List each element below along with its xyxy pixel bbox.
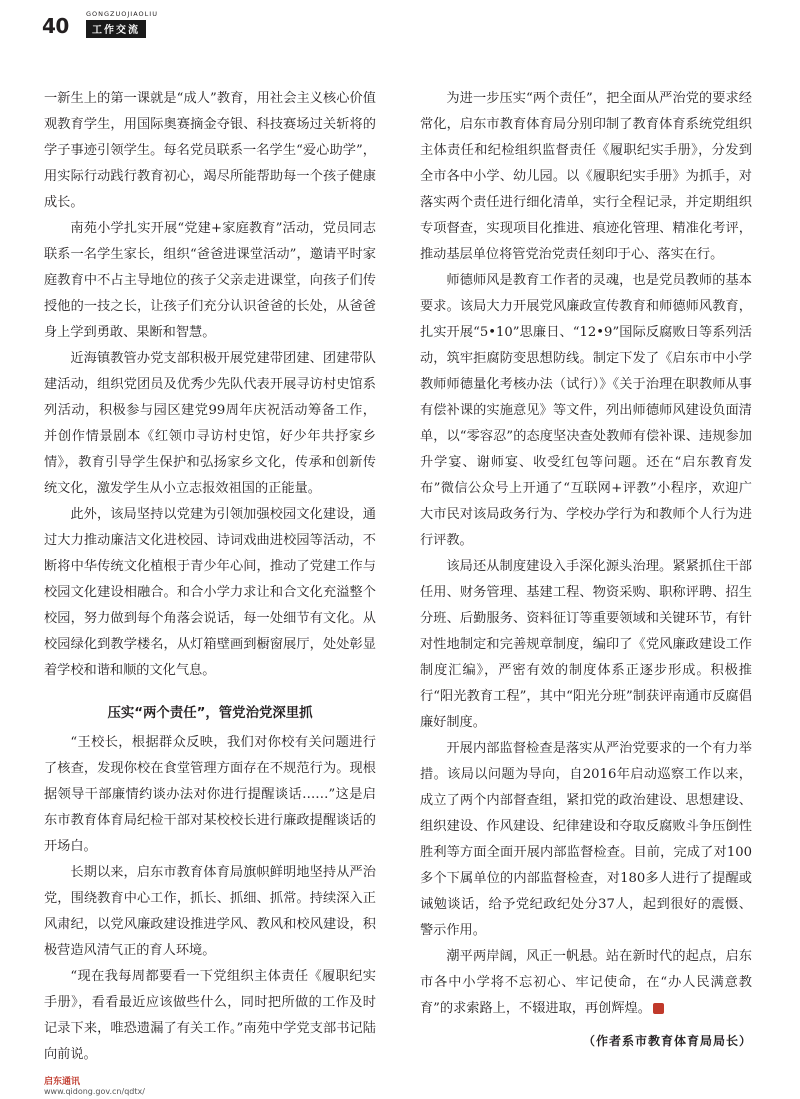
paragraph: 此外，该局坚持以党建为引领加强校园文化建设，通过大力推动廉洁文化进校园、诗词戏曲进校园等活动，不断将中华传统文化植根于青少年心间，推动了党建工作与校园文化建设相融合。和合小学力求让和合文化充溢整个校园，努力做到每个角落会说话，每一处细节有文化。从校园绿化到教学楼名，从灯箱壁画到橱窗展厅，处处彰显着学校和谐和顺的文化气息。: [44, 507, 376, 678]
paragraph: 该局还从制度建设入手深化源头治理。紧紧抓住干部任用、财务管理、基建工程、物资采购、职称评聘、招生分班、后勤服务、资料征订等重要领域和关键环节，有针对性地制定和完善规章制度，编印了《党风廉政建设工作制度汇编》，严密有效的制度体系正逐步形成。积极推行“阳光教育工程”，其中“阳光分班”制获评南通市反腐倡廉好制度。: [420, 559, 752, 730]
end-mark-icon: 文: [653, 1003, 664, 1014]
paragraph: 近海镇教管办党支部积极开展党建带团建、团建带队建活动，组织党团员及优秀少先队代表开展寻访村史馆系列活动，积极参与园区建党99周年庆祝活动筹备工作，并创作情景剧本《红领巾寻访村史馆，好少年共抒家乡情》，教育引导学生保护和弘扬家乡文化，传承和创新传统文化，激发学生从小立志报效祖国的正能量。: [44, 351, 376, 496]
paragraph: 一新生上的第一课就是“成人”教育，用社会主义核心价值观教育学生，用国际奥赛摘金夺银、科技赛场过关斩将的学子事迹引领学生。每名党员联系一名学生“爱心助学”，用实际行动践行教育初心，竭尽所能帮助每一个孩子健康成长。: [44, 91, 376, 210]
paragraph: “王校长，根据群众反映，我们对你校有关问题进行了核查，发现你校在食堂管理方面存在不规范行为。现根据领导干部廉情约谈办法对你进行提醒谈话……”这是启东市教育体育局纪检干部对某校校长进行廉政提醒谈话的开场白。: [44, 735, 376, 854]
paragraph: 师德师风是教育工作者的灵魂，也是党员教师的基本要求。该局大力开展党风廉政宣传教育和师德师风教育，扎实开展“5•10”思廉日、“12•9”国际反腐败日等系列活动，筑牢拒腐防变思想防线。制定下发了《启东市中小学教师师德量化考核办法（试行）》《关于治理在职教师从事有偿补课的实施意见》等文件，列出师德师风建设负面清单，以“零容忍”的态度坚决查处教师有偿补课、违规参加升学宴、谢师宴、收受红包等问题。还在“启东教育发布”微信公众号上开通了“互联网+评教”小程序，欢迎广大市民对该局政务行为、学校办学行为和教师个人行为进行评教。: [420, 273, 752, 548]
section-title: 工作交流: [86, 20, 146, 38]
paragraph: [420, 944, 752, 1022]
page-footer: [44, 1074, 145, 1096]
closing-text: 潮平两岸阔，风正一帆悬。站在新时代的起点，启东市各中小学将不忘初心、牢记使命，在“办人民满意教育”的求索路上，不辍进取，再创辉煌。: [420, 949, 752, 1016]
paragraph: “现在我每周都要看一下党组织主体责任《履职纪实手册》，看看最近应该做些什么，同时把所做的工作及时记录下来，唯恐遗漏了有关工作。”南苑中学党支部书记陆向前说。: [44, 969, 376, 1062]
left-column: [44, 86, 376, 1068]
section-header: [86, 10, 158, 38]
paragraph: 南苑小学扎实开展“党建+家庭教育”活动，党员同志联系一名学生家长，组织“爸爸进课堂活动”，邀请平时家庭教育中不占主导地位的孩子父亲走进课堂，向孩子们传授他的一技之长，让孩子们充分认识爸爸的长处，从爸爸身上学到勇敢、果断和智慧。: [44, 221, 376, 340]
section-pinyin: GONGZUOJIAOLIU: [86, 10, 158, 18]
paragraph: 长期以来，启东市教育体育局旗帜鲜明地坚持从严治党，围绕教育中心工作，抓长、抓细、抓常。持续深入正风肃纪，以党风廉政建设推进学风、教风和校风建设，积极营造风清气正的育人环境。: [44, 865, 376, 958]
right-column: [420, 86, 752, 1054]
footer-publication-name: 启东通讯: [44, 1077, 81, 1087]
section-heading: 压实“两个责任”，管党治党深里抓: [107, 706, 313, 721]
paragraph: 开展内部监督检查是落实从严治党要求的一个有力举措。该局以问题为导向，自2016年启动巡察工作以来，成立了两个内部督查组，紧扣党的政治建设、思想建设、组织建设、作风建设、纪律建设和夺取反腐败斗争压倒性胜利等方面全面开展内部监督检查。目前，完成了对100多个下属单位的内部监督检查，对180多人进行了提醒或诫勉谈话，给予党纪政纪处分37人，起到很好的震慑、警示作用。: [420, 741, 752, 938]
page-number: 40: [42, 14, 69, 38]
footer-url: www.qidong.gov.cn/qdtx/: [44, 1087, 145, 1096]
paragraph: 为进一步压实“两个责任”，把全面从严治党的要求经常化，启东市教育体育局分别印制了教育体育系统党组织主体责任和纪检组织监督责任《履职纪实手册》，分发到全市各中小学、幼儿园。以《履职纪实手册》为抓手，对落实两个责任进行细化清单，实行全程记录，并定期组织专项督查，实现项目化推进、痕迹化管理、精准化考评，推动基层单位将管党治党责任刻印于心、落实在行。: [420, 91, 752, 262]
author-note: （作者系市教育体育局局长）: [582, 1034, 752, 1048]
